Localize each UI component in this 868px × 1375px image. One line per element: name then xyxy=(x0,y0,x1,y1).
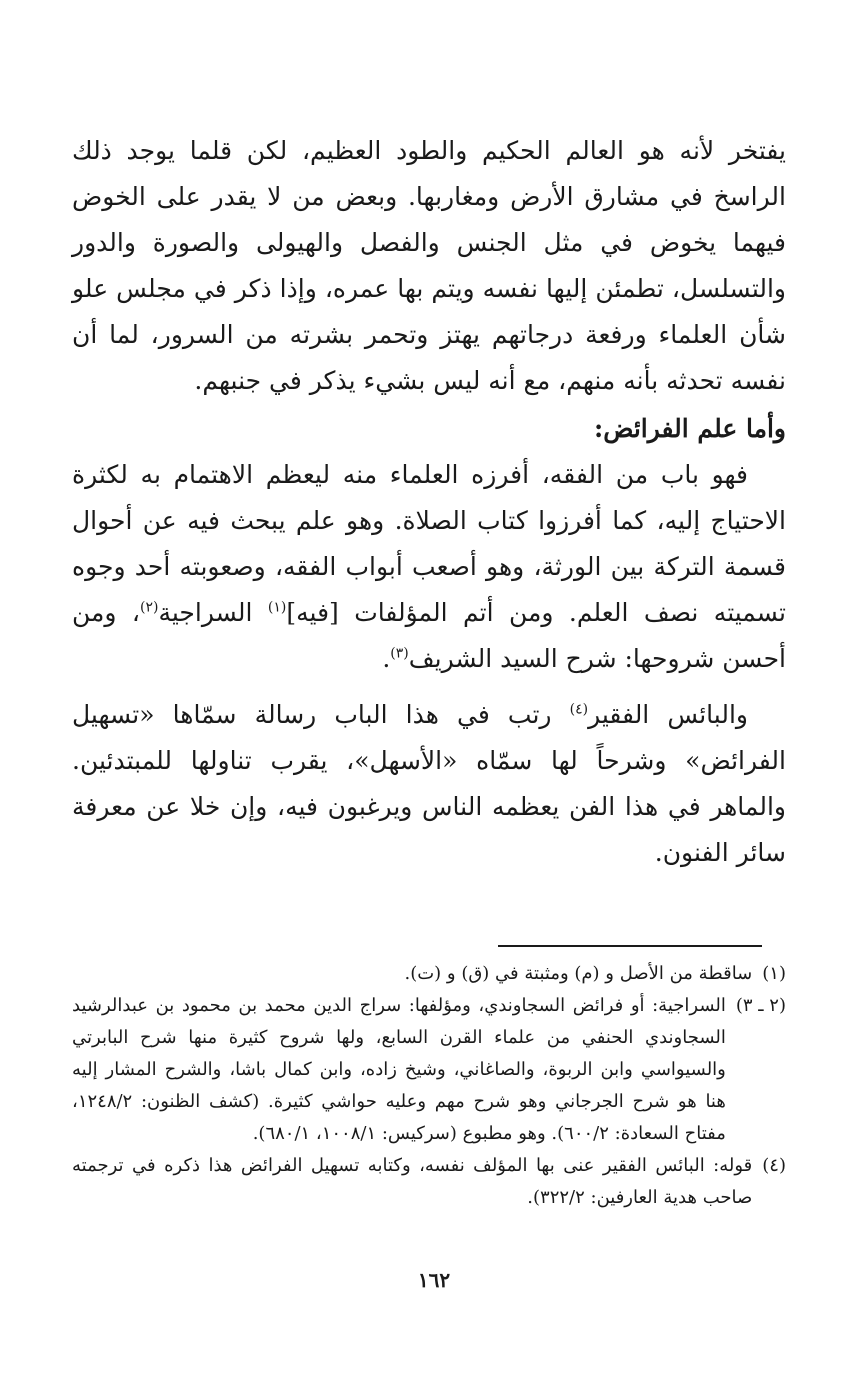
paragraph-3 xyxy=(72,692,786,876)
footnote-item xyxy=(72,958,786,990)
paragraph-1: يفتخر لأنه هو العالم الحكيم والطود العظيم، لكن قلما يوجد ذلك الراسخ في مشارق الأرض ومغاربها. وبعض من لا يقدر على الخوض فيهما يخوض في مثل الجنس والفصل والهيولى والصورة والدور والتسلسل، تطمئن إليها نفسه ويتم بها عمره، وإذا ذكر في مجلس علو شأن العلماء ورفعة درجاتهم يهتز وتحمر بشرته من السرور، لما أن نفسه تحدثه بأنه منهم، مع أنه ليس بشيء يذكر في جنبهم. xyxy=(72,136,786,395)
footnote-ref-2: (٢) xyxy=(140,599,159,616)
footnote-ref-3: (٣) xyxy=(390,645,409,662)
footnotes xyxy=(72,958,786,1214)
footnote-number: (٤) xyxy=(762,1155,786,1176)
paragraph-2-text-b: السراجية xyxy=(158,598,268,627)
paragraph-2-text-c: ، ومن أحسن شروحها: شرح السيد الشريف xyxy=(72,598,786,673)
footnote-number: (٢ ـ ٣) xyxy=(735,995,786,1016)
footnote-number: (١) xyxy=(762,963,786,984)
footnote-item xyxy=(72,990,786,1150)
paragraph-3-text-b: رتب في هذا الباب رسالة سمّاها «تسهيل الفرائض» وشرحاً لها سمّاه «الأسهل»، يقرب تناولها للمبتدئين. والماهر في هذا الفن يعظمه الناس ويرغبون فيه، وإن خلا عن معرفة سائر الفنون. xyxy=(72,700,786,867)
footnote-item xyxy=(72,1150,786,1214)
paragraph-2 xyxy=(72,452,786,682)
footnote-ref-4: (٤) xyxy=(569,701,589,718)
page-number: ١٦٢ xyxy=(417,1268,451,1292)
footnote-separator xyxy=(498,945,762,947)
section-heading: وأما علم الفرائض: xyxy=(593,414,786,443)
footnote-ref-1: (١) xyxy=(267,599,287,616)
paragraph-2-text-a: فهو باب من الفقه، أفرزه العلماء منه ليعظم الاهتمام به لكثرة الاحتياج إليه، كما أفرزوا كتاب الصلاة. وهو علم يبحث فيه عن أحوال قسمة التركة بين الورثة، وهو أصعب أبواب الفقه، وصعوبته أحد وجوه تسميته نصف العلم. ومن أتم المؤلفات [فيه] xyxy=(72,460,786,627)
paragraph-2-text-d: . xyxy=(382,644,391,673)
footnote-text: قوله: البائس الفقير عنى بها المؤلف نفسه، وكتابه تسهيل الفرائض هذا ذكره في ترجمته صاحب هدية العارفين: ٣٢٢/٢). xyxy=(72,1155,753,1208)
paragraph-3-text-a: والبائس الفقير xyxy=(588,700,748,729)
footnote-text: السراجية: أو فرائض السجاوندي، ومؤلفها: سراج الدين محمد بن محمود بن عبدالرشيد السجاوندي الحنفي من علماء القرن السابع، ولها شروح كثيرة منها شرح البابرتي والسيواسي وابن الربوة، والصاغاني، وشيخ زاده، وابن كمال باشا، والشرح المشار إليه هنا هو شرح الجرجاني وهو شرح مهم وعليه حواشي كثيرة. (كشف الظنون: ١٢٤٨/٢، مفتاح السعادة: ٦٠٠/٢). وهو مطبوع (سركيس: ١٠٠٨/١، ٦٨٠/١). xyxy=(72,995,726,1144)
main-text xyxy=(72,128,786,876)
footnote-text: ساقطة من الأصل و (م) ومثبتة في (ق) و (ت). xyxy=(404,963,753,984)
